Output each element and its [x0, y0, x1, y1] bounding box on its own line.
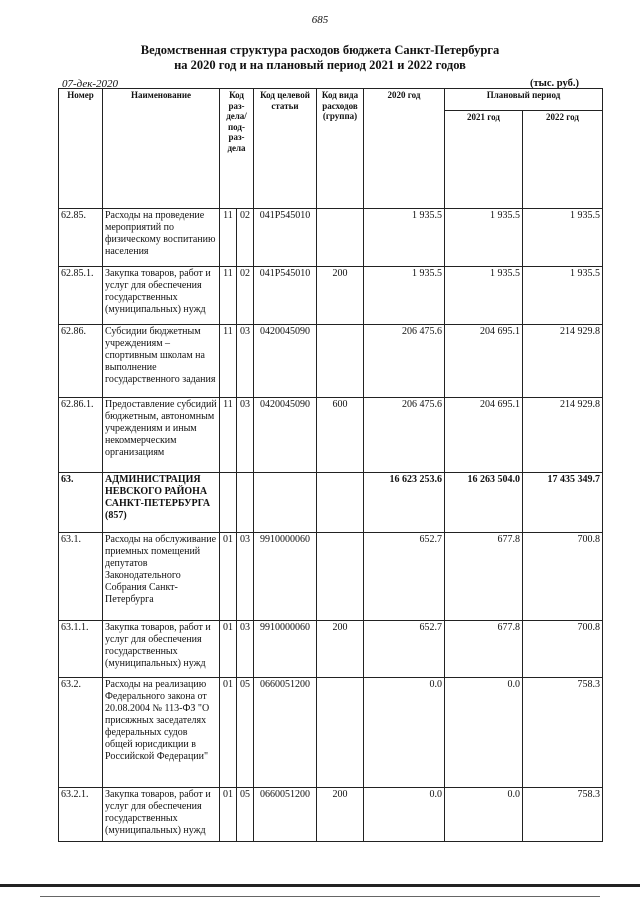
row-2021: 204 695.1 [445, 398, 523, 473]
row-number: 62.85.1. [59, 267, 103, 325]
header-section-code: Код раз-дела/ под-раз-дела [220, 89, 254, 209]
header-2022: 2022 год [523, 111, 603, 209]
table-row [59, 267, 603, 325]
row-expense-type [317, 533, 364, 621]
table-row [59, 473, 603, 533]
row-expense-type: 600 [317, 398, 364, 473]
row-name: АДМИНИСТРАЦИЯ НЕВСКОГО РАЙОНА САНКТ-ПЕТЕРБУРГА (857) [103, 473, 220, 533]
row-expense-type [317, 325, 364, 398]
row-2020: 0.0 [364, 788, 445, 842]
row-number: 63. [59, 473, 103, 533]
budget-table [58, 88, 603, 842]
row-2021: 677.8 [445, 533, 523, 621]
row-subsection: 03 [237, 621, 254, 678]
row-expense-type: 200 [317, 621, 364, 678]
row-subsection [237, 473, 254, 533]
row-subsection: 03 [237, 325, 254, 398]
row-2020: 206 475.6 [364, 325, 445, 398]
row-target-code: 0660051200 [254, 678, 317, 788]
row-target-code: 9910000060 [254, 533, 317, 621]
row-2022: 1 935.5 [523, 209, 603, 267]
row-section: 01 [220, 533, 237, 621]
row-target-code [254, 473, 317, 533]
row-name: Закупка товаров, работ и услуг для обеспечения государственных (муниципальных) нужд [103, 267, 220, 325]
row-2020: 652.7 [364, 621, 445, 678]
row-name: Предоставление субсидий бюджетным, автономным учреждениям и иным некоммерческим организациям [103, 398, 220, 473]
row-section: 01 [220, 788, 237, 842]
row-2022: 17 435 349.7 [523, 473, 603, 533]
row-target-code: 041P545010 [254, 267, 317, 325]
row-number: 62.85. [59, 209, 103, 267]
row-target-code: 0420045090 [254, 325, 317, 398]
row-section [220, 473, 237, 533]
document-title [0, 43, 640, 73]
row-subsection: 05 [237, 788, 254, 842]
row-name: Расходы на обслуживание приемных помещений депутатов Законодательного Собрания Санкт-Петербурга [103, 533, 220, 621]
row-2020: 1 935.5 [364, 209, 445, 267]
header-2021: 2021 год [445, 111, 523, 209]
document-date: 07-дек-2020 [62, 78, 119, 90]
row-number: 62.86. [59, 325, 103, 398]
row-expense-type [317, 678, 364, 788]
table-row [59, 325, 603, 398]
row-2020: 206 475.6 [364, 398, 445, 473]
row-section: 11 [220, 267, 237, 325]
header-planned-period: Плановый период [445, 89, 603, 111]
header-name: Наименование [103, 89, 220, 209]
row-target-code: 9910000060 [254, 621, 317, 678]
title-line-2: на 2020 год и на плановый период 2021 и 2022 годов [174, 58, 466, 72]
table-row [59, 621, 603, 678]
row-subsection: 02 [237, 267, 254, 325]
page-number: 685 [311, 14, 329, 26]
row-section: 11 [220, 398, 237, 473]
header-expense-type: Код вида расходов (группа) [317, 89, 364, 209]
row-subsection: 05 [237, 678, 254, 788]
header-number: Номер [59, 89, 103, 209]
units-label: (тыс. руб.) [530, 78, 579, 89]
row-target-code: 0420045090 [254, 398, 317, 473]
row-number: 63.2. [59, 678, 103, 788]
row-name: Расходы на проведение мероприятий по физическому воспитанию населения [103, 209, 220, 267]
row-2022: 214 929.8 [523, 398, 603, 473]
row-2021: 16 263 504.0 [445, 473, 523, 533]
row-2020: 652.7 [364, 533, 445, 621]
row-target-code: 0660051200 [254, 788, 317, 842]
row-2020: 0.0 [364, 678, 445, 788]
bottom-rule-thin [40, 896, 600, 897]
row-name: Расходы на реализацию Федерального закона от 20.08.2004 № 113-ФЗ "О присяжных заседателях федеральных судов общей юрисдикции в Российской Федерации" [103, 678, 220, 788]
row-2022: 700.8 [523, 621, 603, 678]
row-2021: 1 935.5 [445, 267, 523, 325]
row-number: 63.2.1. [59, 788, 103, 842]
row-section: 11 [220, 325, 237, 398]
row-2022: 1 935.5 [523, 267, 603, 325]
row-subsection: 02 [237, 209, 254, 267]
row-2022: 758.3 [523, 788, 603, 842]
table-row [59, 788, 603, 842]
row-expense-type: 200 [317, 267, 364, 325]
row-2020: 1 935.5 [364, 267, 445, 325]
table-row [59, 678, 603, 788]
row-2021: 0.0 [445, 678, 523, 788]
row-expense-type: 200 [317, 788, 364, 842]
row-subsection: 03 [237, 533, 254, 621]
row-section: 11 [220, 209, 237, 267]
bottom-rule [0, 884, 640, 887]
row-2021: 0.0 [445, 788, 523, 842]
row-2022: 214 929.8 [523, 325, 603, 398]
row-section: 01 [220, 621, 237, 678]
row-number: 62.86.1. [59, 398, 103, 473]
row-2020: 16 623 253.6 [364, 473, 445, 533]
header-target-code: Код целевой статьи [254, 89, 317, 209]
title-line-1: Ведомственная структура расходов бюджета Санкт-Петербурга [140, 43, 500, 57]
row-section: 01 [220, 678, 237, 788]
header-row-top [59, 89, 603, 111]
row-2022: 758.3 [523, 678, 603, 788]
table-row [59, 398, 603, 473]
row-target-code: 041P545010 [254, 209, 317, 267]
row-name: Субсидии бюджетным учреждениям – спортивным школам на выполнение государственного задания [103, 325, 220, 398]
row-subsection: 03 [237, 398, 254, 473]
table-row [59, 209, 603, 267]
table-row [59, 533, 603, 621]
row-2022: 700.8 [523, 533, 603, 621]
row-number: 63.1.1. [59, 621, 103, 678]
row-name: Закупка товаров, работ и услуг для обеспечения государственных (муниципальных) нужд [103, 788, 220, 842]
row-2021: 677.8 [445, 621, 523, 678]
row-name: Закупка товаров, работ и услуг для обеспечения государственных (муниципальных) нужд [103, 621, 220, 678]
row-expense-type [317, 473, 364, 533]
row-2021: 1 935.5 [445, 209, 523, 267]
row-number: 63.1. [59, 533, 103, 621]
row-expense-type [317, 209, 364, 267]
header-2020: 2020 год [364, 89, 445, 209]
row-2021: 204 695.1 [445, 325, 523, 398]
